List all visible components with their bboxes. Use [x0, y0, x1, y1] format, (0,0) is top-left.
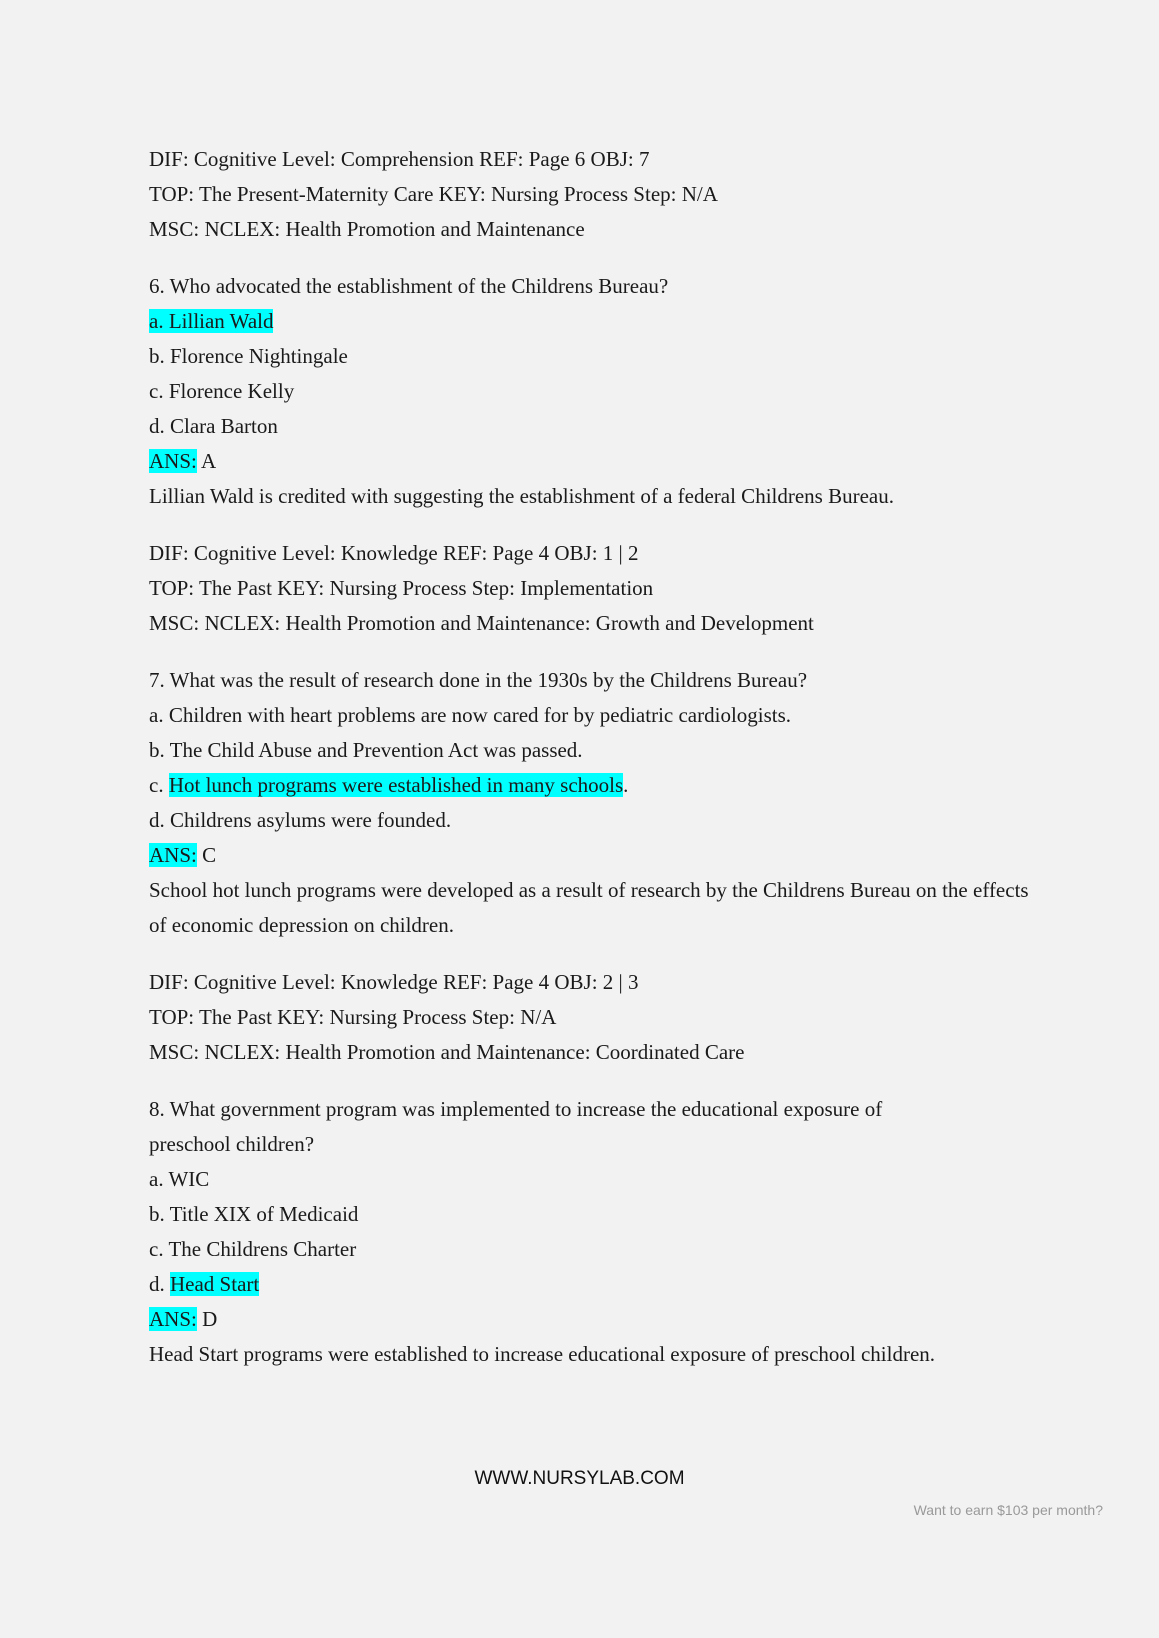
answer-label: ANS: [149, 449, 197, 473]
q8-rationale: Head Start programs were established to increase educational exposure of preschool children. [149, 1342, 936, 1366]
footer-site-link[interactable]: WWW.NURSYLAB.COM [474, 1468, 685, 1489]
question-8: 8. What government program was implemented to increase the educational exposure of preschool children? [149, 1097, 883, 1156]
question-6: 6. Who advocated the establishment of the Childrens Bureau? [149, 274, 669, 298]
q7-msc-line: MSC: NCLEX: Health Promotion and Maintenance: Coordinated Care [149, 1040, 745, 1064]
question-7: 7. What was the result of research done in the 1930s by the Childrens Bureau? [149, 668, 808, 692]
q6-option-c: c. Florence Kelly [149, 379, 295, 403]
q6-topic-line: TOP: The Past KEY: Nursing Process Step: Implementation [149, 576, 654, 600]
promo-text[interactable]: Want to earn $103 per month? [913, 1502, 1103, 1518]
q7-rationale: School hot lunch programs were developed as a result of research by the Childrens Bureau on the effects of economic depression on children. [149, 878, 1029, 937]
q6-option-b: b. Florence Nightingale [149, 344, 348, 368]
highlighted-answer: a. Lillian Wald [149, 309, 274, 333]
answer-label: ANS: [149, 843, 197, 867]
option-prefix: d. [149, 1272, 170, 1296]
answer-value: A [196, 449, 217, 473]
option-prefix: c. [149, 773, 169, 797]
highlighted-answer: Head Start [170, 1272, 260, 1296]
q6-msc-line: MSC: NCLEX: Health Promotion and Maintenance: Growth and Development [149, 611, 814, 635]
q8-option-b: b. Title XIX of Medicaid [149, 1202, 359, 1226]
answer-value: C [196, 843, 217, 867]
topic-line: TOP: The Present-Maternity Care KEY: Nursing Process Step: N/A [149, 182, 718, 206]
answer-value: D [196, 1307, 218, 1331]
q6-option-d: d. Clara Barton [149, 414, 278, 438]
q8-option-a: a. WIC [149, 1167, 210, 1191]
q7-topic-line: TOP: The Past KEY: Nursing Process Step: N/A [149, 1005, 557, 1029]
q8-option-c: c. The Childrens Charter [149, 1237, 357, 1261]
q7-option-a: a. Children with heart problems are now cared for by pediatric cardiologists. [149, 703, 792, 727]
msc-line: MSC: NCLEX: Health Promotion and Maintenance [149, 217, 585, 241]
document-body [149, 142, 1049, 1372]
q6-rationale: Lillian Wald is credited with suggesting the establishment of a federal Childrens Bureau. [149, 484, 894, 508]
q6-answer [149, 444, 1049, 479]
q6-option-a [149, 304, 1049, 339]
q7-option-d: d. Childrens asylums were founded. [149, 808, 452, 832]
q8-option-d [149, 1267, 1049, 1302]
q7-answer [149, 838, 1049, 873]
q7-option-c [149, 768, 1049, 803]
q6-dif-line: DIF: Cognitive Level: Knowledge REF: Page 4 OBJ: 1 | 2 [149, 541, 639, 565]
q8-answer [149, 1302, 1049, 1337]
q7-dif-line: DIF: Cognitive Level: Knowledge REF: Page 4 OBJ: 2 | 3 [149, 970, 639, 994]
answer-label: ANS: [149, 1307, 197, 1331]
dif-line: DIF: Cognitive Level: Comprehension REF: Page 6 OBJ: 7 [149, 147, 650, 171]
option-suffix: . [623, 773, 629, 797]
highlighted-answer: Hot lunch programs were established in many schools [168, 773, 624, 797]
q7-option-b: b. The Child Abuse and Prevention Act was passed. [149, 738, 583, 762]
